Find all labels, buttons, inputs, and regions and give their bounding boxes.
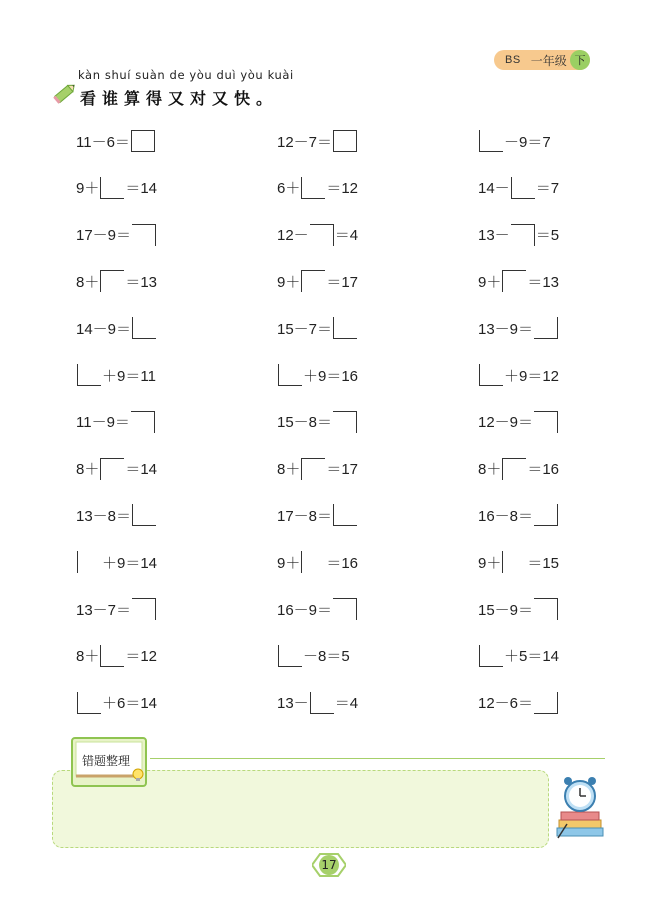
problem-text: 11－6＝: [76, 133, 130, 151]
answer-box[interactable]: [333, 598, 357, 620]
answer-box[interactable]: [310, 224, 334, 246]
problem-text: 9＋: [478, 273, 502, 291]
problem-text: 12－7＝: [277, 133, 333, 151]
answer-box[interactable]: [278, 645, 302, 667]
problem-text: 9＋: [478, 554, 502, 572]
answer-box[interactable]: [132, 317, 156, 339]
problem-text: ＋9＝12: [504, 367, 560, 385]
problem-text: 11－9＝: [76, 414, 130, 432]
exercise-title: 看谁算得又对又快。: [80, 89, 279, 108]
answer-box[interactable]: [100, 270, 124, 292]
math-problem: [478, 691, 559, 715]
problem-text: －9＝7: [504, 133, 551, 151]
answer-box[interactable]: [132, 224, 156, 246]
math-problem: [76, 223, 157, 247]
answer-box[interactable]: [132, 598, 156, 620]
problem-text: 14－: [478, 180, 510, 198]
grade-label: 一年级: [530, 53, 567, 68]
answer-box[interactable]: [511, 177, 535, 199]
math-problem: [478, 550, 559, 574]
problem-text: 13－8＝: [76, 507, 132, 525]
math-problem: [478, 503, 559, 527]
problem-text: 12－6＝: [478, 695, 534, 713]
math-problem: [277, 597, 358, 621]
problem-text: ＝4: [334, 227, 359, 245]
answer-box[interactable]: [534, 504, 558, 526]
math-problem: [478, 363, 559, 387]
answer-box[interactable]: [100, 458, 124, 480]
problem-text: ＝13: [125, 273, 158, 291]
math-problem: [277, 410, 358, 434]
answer-box[interactable]: [278, 364, 302, 386]
problem-text: ＝5: [535, 227, 560, 245]
answer-box[interactable]: [534, 411, 558, 433]
problem-text: ＝13: [527, 273, 560, 291]
problem-text: ＋9＝11: [102, 367, 156, 385]
math-problem: [277, 269, 358, 293]
math-problem: [76, 176, 157, 200]
problem-text: ＝14: [125, 180, 158, 198]
answer-box[interactable]: [301, 177, 325, 199]
answer-box[interactable]: [534, 598, 558, 620]
math-problem: [277, 223, 358, 247]
answer-box[interactable]: [534, 317, 558, 339]
math-problem: [76, 363, 156, 387]
answer-box[interactable]: [479, 645, 503, 667]
problem-text: 12－9＝: [478, 414, 534, 432]
problem-text: 8＋: [76, 648, 100, 666]
math-problem: [76, 691, 157, 715]
problem-text: 15－9＝: [478, 601, 534, 619]
answer-box[interactable]: [333, 130, 357, 152]
answer-box[interactable]: [301, 551, 325, 573]
math-problem: [76, 316, 157, 340]
problem-text: ＝14: [125, 461, 158, 479]
problem-text: 13－: [478, 227, 510, 245]
problem-text: 15－8＝: [277, 414, 333, 432]
problem-text: ＝12: [125, 648, 158, 666]
math-problem: [277, 316, 358, 340]
answer-box[interactable]: [301, 270, 325, 292]
math-problem: [76, 597, 157, 621]
problem-text: 8＋: [76, 273, 100, 291]
problem-text: ＋6＝14: [102, 695, 158, 713]
grade-tag: [494, 50, 590, 70]
math-problem: [478, 457, 559, 481]
problem-text: 8＋: [277, 461, 301, 479]
problem-text: 15－7＝: [277, 320, 333, 338]
math-problem: [76, 410, 156, 434]
answer-box[interactable]: [131, 411, 155, 433]
edition-code: BS: [505, 54, 521, 66]
problem-text: 9＋: [76, 180, 100, 198]
answer-box[interactable]: [333, 411, 357, 433]
problem-text: 17－9＝: [76, 227, 132, 245]
problem-text: ＝16: [527, 461, 560, 479]
math-problem: [277, 176, 358, 200]
math-problem: [478, 129, 551, 153]
title-pinyin: kàn shuí suàn de yòu duì yòu kuài: [78, 68, 294, 82]
math-problem: [277, 363, 358, 387]
math-problem: [277, 129, 358, 153]
problem-text: 14－9＝: [76, 320, 132, 338]
alarm-clock-icon: [555, 772, 605, 840]
answer-box[interactable]: [100, 645, 124, 667]
problem-text: 13－9＝: [478, 320, 534, 338]
problem-text: 13－: [277, 695, 309, 713]
math-problem: [478, 410, 559, 434]
math-problem: [76, 269, 157, 293]
math-problem: [277, 457, 358, 481]
review-divider: [150, 758, 605, 759]
problem-text: －8＝5: [303, 648, 350, 666]
problem-text: 6＋: [277, 180, 301, 198]
answer-box[interactable]: [502, 551, 526, 573]
math-problem: [76, 129, 156, 153]
answer-box[interactable]: [502, 270, 526, 292]
problem-text: ＝12: [326, 180, 359, 198]
problem-text: ＝16: [326, 554, 359, 572]
answer-box[interactable]: [534, 692, 558, 714]
answer-box[interactable]: [77, 551, 101, 573]
problem-text: 13－7＝: [76, 601, 132, 619]
answer-box[interactable]: [132, 504, 156, 526]
answer-box[interactable]: [100, 177, 124, 199]
math-problem: [478, 644, 559, 668]
math-problem: [478, 597, 559, 621]
answer-box[interactable]: [77, 364, 101, 386]
math-problem: [478, 176, 559, 200]
problem-text: 9＋: [277, 554, 301, 572]
problem-text: ＋9＝14: [102, 554, 158, 572]
math-problem: [478, 269, 559, 293]
answer-box[interactable]: [310, 692, 334, 714]
math-problem: [76, 550, 157, 574]
math-problem: [277, 550, 358, 574]
problem-text: 8＋: [478, 461, 502, 479]
problem-text: ＝7: [535, 180, 560, 198]
answer-box[interactable]: [511, 224, 535, 246]
answer-box[interactable]: [333, 317, 357, 339]
problem-text: 8＋: [76, 461, 100, 479]
problem-text: ＋9＝16: [303, 367, 359, 385]
math-problem: [76, 503, 157, 527]
math-problem: [478, 316, 559, 340]
answer-box[interactable]: [301, 458, 325, 480]
problem-text: 12－: [277, 227, 309, 245]
answer-box[interactable]: [333, 504, 357, 526]
problem-text: ＝15: [527, 554, 560, 572]
problem-text: 16－8＝: [478, 507, 534, 525]
answer-box[interactable]: [77, 692, 101, 714]
answer-box[interactable]: [131, 130, 155, 152]
term-badge: 下: [570, 50, 590, 70]
problem-text: 17－8＝: [277, 507, 333, 525]
math-problem: [277, 644, 350, 668]
answer-box[interactable]: [479, 130, 503, 152]
problem-text: ＝17: [326, 273, 359, 291]
problem-text: 16－9＝: [277, 601, 333, 619]
math-problem: [277, 691, 358, 715]
pencil-icon: [52, 80, 78, 106]
math-problem: [277, 503, 358, 527]
problem-text: ＝4: [334, 695, 359, 713]
math-problem: [76, 644, 157, 668]
review-label: 错题整理: [82, 754, 131, 768]
problem-text: ＋5＝14: [504, 648, 560, 666]
problem-text: 9＋: [277, 273, 301, 291]
problem-text: ＝17: [326, 461, 359, 479]
page-number: 17: [321, 858, 337, 872]
math-problem: [478, 223, 559, 247]
answer-box[interactable]: [479, 364, 503, 386]
answer-box[interactable]: [502, 458, 526, 480]
math-problem: [76, 457, 157, 481]
